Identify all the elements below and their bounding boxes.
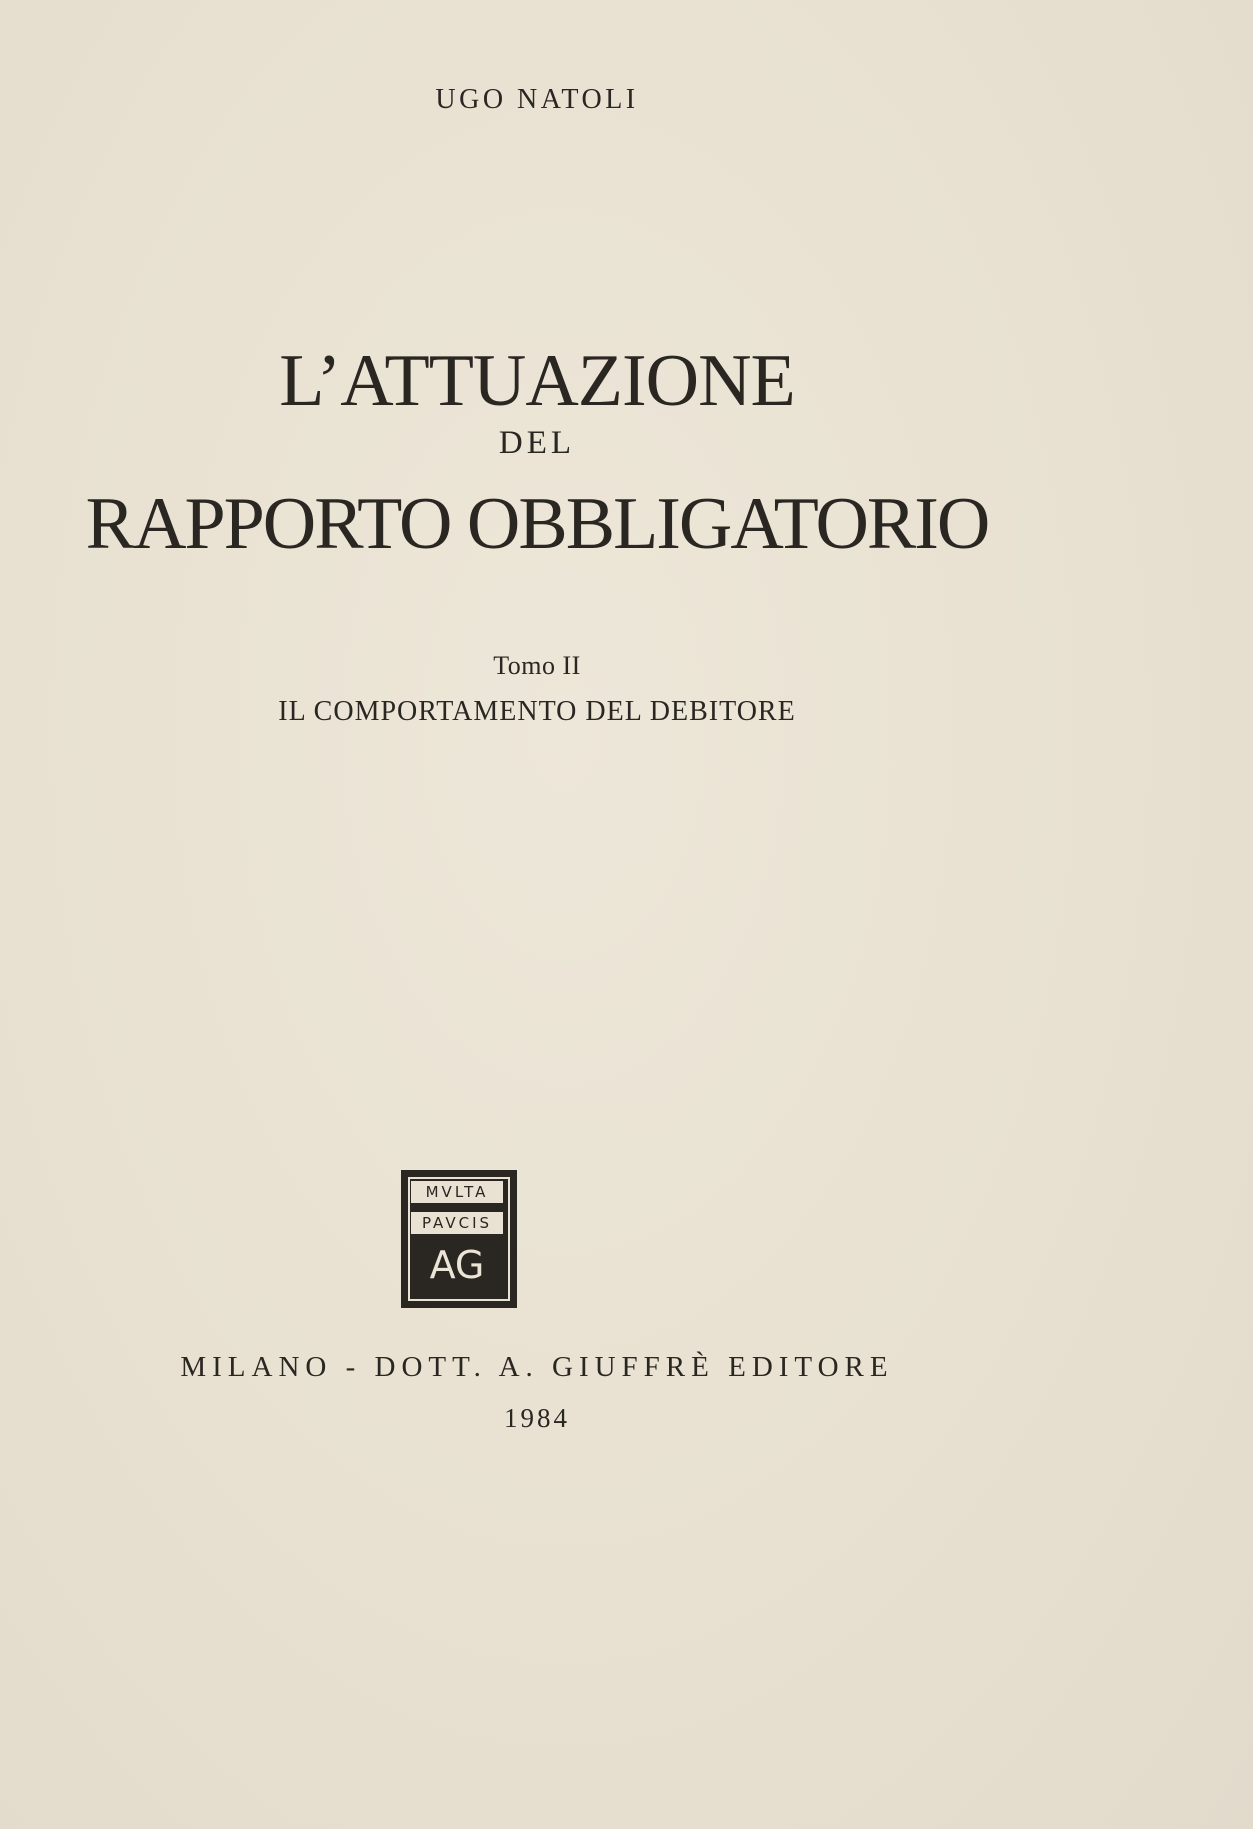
title-line-1: L’ATTUAZIONE (279, 340, 795, 422)
volume-label: Tomo II (493, 651, 581, 680)
publisher-logo (401, 1170, 517, 1308)
title-line-3: RAPPORTO OBBLIGATORIO (85, 483, 989, 565)
publication-year: 1984 (504, 1403, 570, 1433)
author-name: UGO NATOLI (435, 84, 639, 115)
logo-motto-line-2: PAVCIS (411, 1212, 503, 1234)
logo-motto-line-1: MVLTA (411, 1181, 503, 1203)
volume-subtitle: IL COMPORTAMENTO DEL DEBITORE (278, 696, 796, 727)
publisher-imprint: MILANO - DOTT. A. GIUFFRÈ EDITORE (180, 1351, 894, 1383)
title-line-2: DEL (498, 425, 576, 461)
logo-monogram: AG (429, 1243, 485, 1287)
